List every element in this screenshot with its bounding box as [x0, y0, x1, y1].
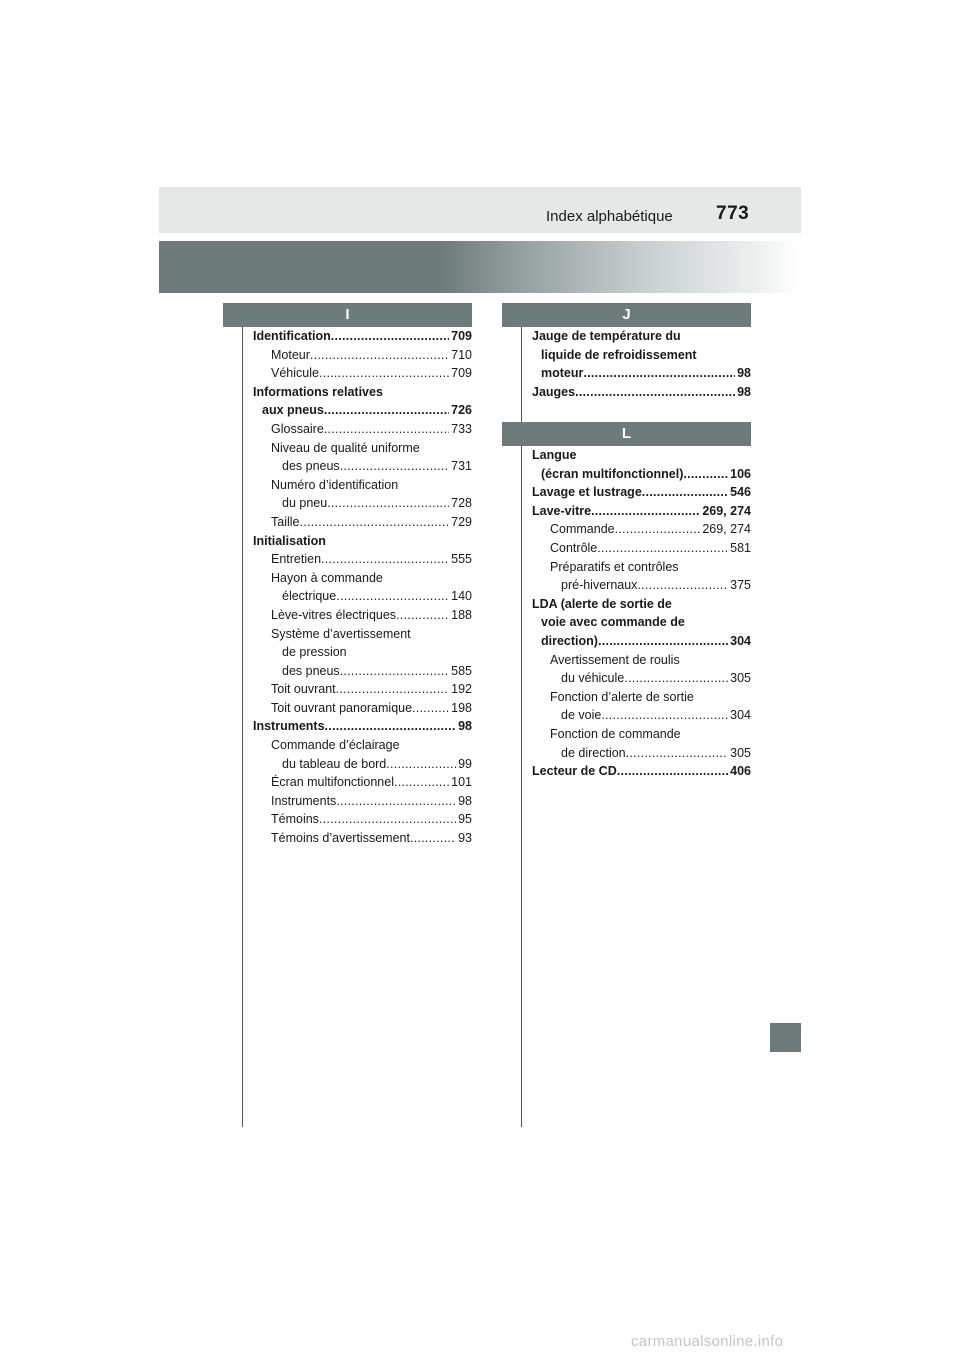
index-entry	[253, 736, 472, 755]
index-entry	[532, 346, 751, 365]
index-entry-term: Taille	[271, 514, 300, 529]
index-entry	[253, 606, 472, 625]
dot-leader	[336, 792, 456, 811]
index-entry-term: Système d’avertissement	[271, 626, 411, 641]
index-entry-term: Instruments	[271, 793, 337, 808]
index-entry	[253, 625, 472, 644]
index-entry-page: 581	[730, 540, 751, 555]
dot-leader	[591, 502, 700, 521]
dot-leader	[327, 494, 449, 513]
index-entry	[253, 569, 472, 588]
dot-leader	[412, 699, 449, 718]
index-entry-term: Lecteur de CD	[532, 764, 617, 779]
index-entry-page: 729	[451, 514, 472, 529]
index-entry-term: pré-hivernaux	[561, 578, 638, 593]
index-entry-term: de direction	[561, 745, 626, 760]
index-entry	[253, 792, 472, 811]
index-entry-page: 304	[730, 708, 751, 723]
watermark: carmanualsonline.info	[631, 1333, 784, 1350]
header-gradient-band	[159, 241, 801, 293]
index-entry	[532, 762, 751, 781]
section-title: Index alphabétique	[546, 208, 673, 225]
dot-leader	[340, 457, 449, 476]
index-entry-page: 710	[451, 347, 472, 362]
index-entry-term: Préparatifs et contrôles	[550, 559, 679, 574]
index-entry-term: Glossaire	[271, 421, 324, 436]
index-entry-page: 98	[458, 793, 472, 808]
index-entry-term: Identification	[253, 329, 331, 343]
index-entry-page: 726	[451, 403, 472, 418]
index-entry-page: 95	[458, 812, 472, 827]
index-entry-term: Témoins d’avertissement	[271, 831, 410, 846]
index-entry	[253, 829, 472, 848]
dot-leader	[331, 327, 449, 346]
index-entry-page: 98	[737, 366, 751, 381]
index-entry-term: Fonction de commande	[550, 726, 681, 741]
index-entry	[532, 558, 751, 577]
index-entry-page: 140	[451, 589, 472, 604]
index-entry	[253, 550, 472, 569]
index-entry	[253, 420, 472, 439]
page-number: 773	[716, 203, 750, 224]
index-entry-page: 98	[737, 384, 751, 399]
index-entry-page: 585	[451, 663, 472, 678]
index-entry-term: Avertissement de roulis	[550, 652, 680, 667]
index-entry-term: Lavage et lustrage	[532, 485, 642, 500]
index-entry	[532, 520, 751, 539]
dot-leader	[340, 662, 449, 681]
index-entry-term: Instruments	[253, 719, 325, 734]
index-entry-term: Entretien	[271, 552, 322, 567]
dot-leader	[637, 576, 728, 595]
dot-leader	[386, 755, 456, 774]
index-entry-page: 406	[730, 764, 751, 779]
index-entry-page: 709	[451, 329, 472, 343]
dot-leader	[300, 513, 450, 532]
index-entry-term: Moteur	[271, 347, 310, 362]
index-entry-page: 98	[458, 719, 472, 734]
dot-leader	[597, 539, 728, 558]
index-entry-page: 106	[730, 466, 751, 481]
index-entry-term: Toit ouvrant	[271, 682, 336, 697]
index-entry	[253, 476, 472, 495]
dot-leader	[324, 420, 449, 439]
index-entry-page: 269, 274	[702, 503, 751, 518]
dot-leader	[319, 810, 456, 829]
index-entry-term: Contrôle	[550, 540, 598, 555]
index-entry	[532, 383, 751, 402]
index-entry-term: Initialisation	[253, 533, 326, 548]
index-entry	[532, 539, 751, 558]
index-entry-term: Véhicule	[271, 366, 319, 381]
index-entry-page: 555	[451, 552, 472, 567]
index-column-i	[253, 327, 472, 848]
dot-leader	[336, 587, 449, 606]
dot-leader	[396, 606, 449, 625]
dot-leader	[410, 829, 456, 848]
dot-leader	[325, 717, 457, 736]
index-entry-term: Commande d’éclairage	[271, 738, 400, 753]
index-entry-page: 375	[730, 578, 751, 593]
index-entry-term: Toit ouvrant panoramique	[271, 700, 413, 715]
index-entry-term: Témoins	[271, 812, 319, 827]
index-entry-page: 192	[451, 682, 472, 697]
index-column-j	[532, 327, 751, 401]
index-entry	[253, 755, 472, 774]
dot-leader	[624, 669, 728, 688]
letter-header-i: I	[223, 303, 472, 327]
index-entry	[253, 532, 472, 551]
index-entry	[253, 773, 472, 792]
index-entry-page: 198	[451, 700, 472, 715]
index-entry	[253, 587, 472, 606]
index-entry-term: Langue	[532, 448, 577, 462]
index-column-l	[532, 446, 751, 781]
index-entry-term: Informations relatives	[253, 384, 383, 399]
index-entry	[253, 401, 472, 420]
index-entry	[532, 725, 751, 744]
dot-leader	[642, 483, 728, 502]
index-entry-term: de voie	[561, 708, 602, 723]
index-entry	[532, 706, 751, 725]
index-entry-term: Commande	[550, 522, 615, 537]
index-entry-term: électrique	[282, 589, 337, 604]
index-entry-page: 305	[730, 671, 751, 686]
index-entry-term: Lave-vitre	[532, 503, 592, 518]
index-entry	[532, 632, 751, 651]
index-entry	[532, 502, 751, 521]
index-entry-term: des pneus	[282, 663, 340, 678]
index-entry-page: 304	[730, 633, 751, 648]
index-entry-term: Jauge de température du	[532, 329, 681, 343]
index-entry-term: Lève-vitres électriques	[271, 607, 397, 622]
index-entry-page: 93	[458, 831, 472, 846]
dot-leader	[575, 383, 735, 402]
index-entry	[253, 662, 472, 681]
chapter-tab-marker	[770, 1023, 801, 1052]
index-entry-term: (écran multifonctionnel)	[541, 466, 684, 481]
dot-leader	[310, 346, 449, 365]
index-entry	[253, 643, 472, 662]
index-entry-term: aux pneus	[262, 403, 324, 418]
index-entry-term: moteur	[541, 366, 584, 381]
index-entry	[532, 613, 751, 632]
index-entry-term: du tableau de bord	[282, 756, 387, 771]
index-entry	[532, 688, 751, 707]
dot-leader	[626, 744, 729, 763]
index-entry-page: 269, 274	[702, 522, 751, 537]
index-entry-term: Jauges	[532, 384, 576, 399]
index-entry	[253, 327, 472, 346]
index-entry	[532, 744, 751, 763]
dot-leader	[583, 364, 735, 383]
index-entry-page: 709	[451, 366, 472, 381]
dot-leader	[324, 401, 449, 420]
column-divider-middle	[521, 326, 522, 1127]
dot-leader	[598, 632, 728, 651]
index-entry	[253, 364, 472, 383]
index-entry-term: Écran multifonctionnel	[271, 775, 394, 790]
index-entry	[532, 483, 751, 502]
index-entry	[532, 595, 751, 614]
page-header-bar	[159, 187, 801, 233]
index-entry-term: direction)	[541, 633, 598, 648]
index-entry	[253, 680, 472, 699]
index-entry	[532, 446, 751, 465]
index-entry	[253, 346, 472, 365]
index-entry	[253, 513, 472, 532]
index-entry-term: LDA (alerte de sortie de	[532, 596, 672, 611]
dot-leader	[336, 680, 450, 699]
dot-leader	[617, 762, 728, 781]
index-entry-page: 99	[458, 756, 472, 771]
index-entry-page: 546	[730, 485, 751, 500]
index-entry-page: 728	[451, 496, 472, 511]
index-entry-page: 731	[451, 459, 472, 474]
dot-leader	[321, 550, 449, 569]
index-entry-term: voie avec commande de	[541, 615, 685, 630]
index-entry-term: du pneu	[282, 496, 328, 511]
dot-leader	[394, 773, 449, 792]
dot-leader	[683, 465, 728, 484]
index-entry-page: 733	[451, 421, 472, 436]
index-entry	[532, 465, 751, 484]
letter-header-l: L	[502, 422, 751, 446]
index-entry	[532, 364, 751, 383]
dot-leader	[319, 364, 449, 383]
column-divider-left	[242, 326, 243, 1127]
index-entry	[253, 810, 472, 829]
index-entry-term: Niveau de qualité uniforme	[271, 440, 420, 455]
index-entry-term: des pneus	[282, 459, 340, 474]
index-entry	[253, 717, 472, 736]
dot-leader	[601, 706, 728, 725]
index-entry-term: liquide de refroidissement	[541, 347, 697, 362]
index-entry-term: Hayon à commande	[271, 570, 383, 585]
index-entry-term: Numéro d’identification	[271, 477, 399, 492]
index-entry	[253, 383, 472, 402]
index-entry	[532, 669, 751, 688]
dot-leader	[615, 520, 701, 539]
index-entry-term: Fonction d’alerte de sortie	[550, 689, 694, 704]
index-entry-page: 305	[730, 745, 751, 760]
index-entry	[253, 494, 472, 513]
index-entry	[253, 457, 472, 476]
index-entry	[532, 576, 751, 595]
index-entry	[253, 439, 472, 458]
index-entry-page: 188	[451, 607, 472, 622]
index-entry	[532, 651, 751, 670]
index-entry	[253, 699, 472, 718]
index-entry-term: de pression	[282, 645, 347, 660]
index-entry-term: du véhicule	[561, 671, 625, 686]
letter-header-j: J	[502, 303, 751, 327]
index-entry	[532, 327, 751, 346]
index-entry-page: 101	[451, 775, 472, 790]
